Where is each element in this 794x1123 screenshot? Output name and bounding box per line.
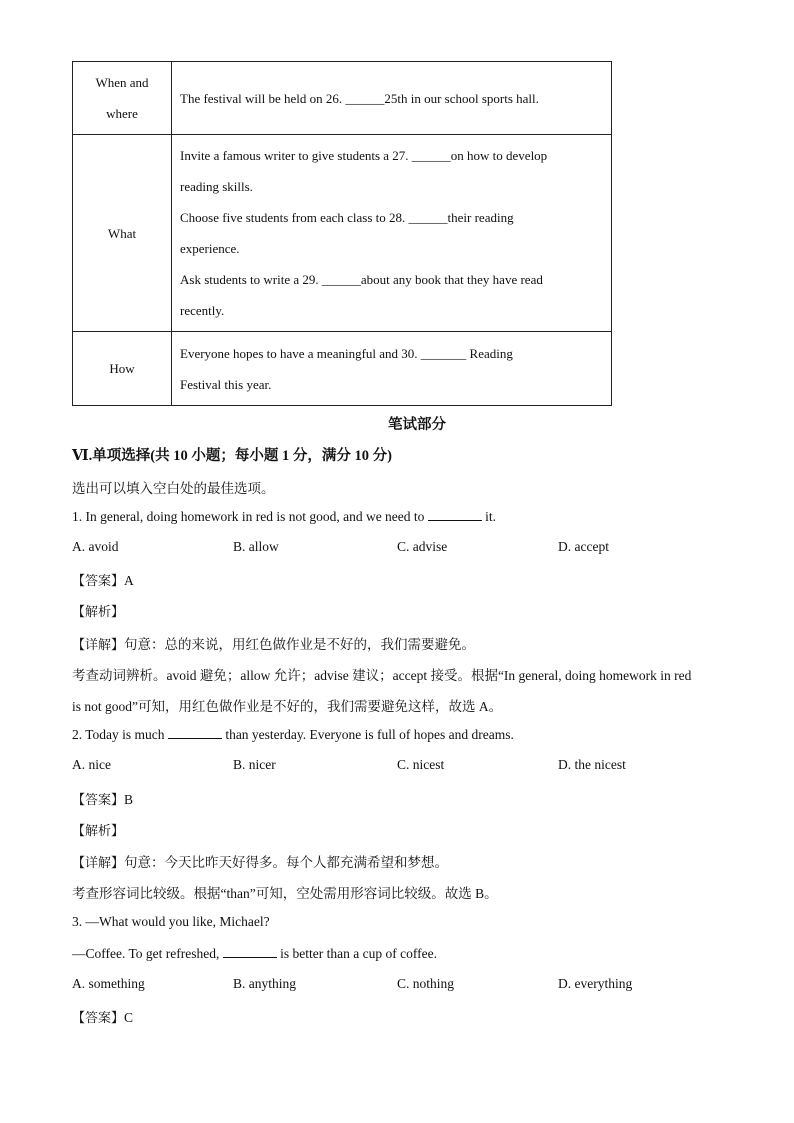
question-3-reply: —Coffee. To get refreshed, is better than a cup of coffee.	[72, 946, 437, 961]
row-label: When and where	[73, 62, 172, 135]
detail-line: 【详解】句意：总的来说，用红色做作业是不好的，我们需要避免。	[72, 637, 476, 653]
option-b: B. nicer	[233, 757, 276, 772]
option-c: C. nicest	[397, 757, 445, 772]
answer-line: 【答案】A	[72, 573, 134, 589]
row-content: Everyone hopes to have a meaningful and 30. _______ Reading Festival this year.	[172, 332, 612, 406]
answer-blank	[428, 508, 482, 521]
detail-line: 考查形容词比较级。根据“than”可知，空处需用形容词比较级。故选 B。	[72, 886, 498, 901]
section-heading: Ⅵ.单项选择(共 10 小题；每小题 1 分，满分 10 分)	[72, 448, 392, 464]
row-content: The festival will be held on 26. ______25th in our school sports hall.	[172, 62, 612, 135]
analysis-tag: 【解析】	[72, 824, 125, 839]
question-1-stem: 1. In general, doing homework in red is not good, and we need to it.	[72, 509, 497, 524]
question-2-stem: 2. Today is much than yesterday. Everyone is full of hopes and dreams.	[72, 727, 514, 742]
option-d: D. everything	[558, 976, 633, 991]
detail-line: is not good”可知，用红色做作业是不好的，我们需要避免这样，故选 A。	[72, 699, 503, 714]
option-d: D. accept	[558, 539, 609, 554]
written-part-title: 笔试部分	[388, 417, 446, 433]
option-d: D. the nicest	[558, 757, 626, 772]
detail-line: 【详解】句意：今天比昨天好得多。每个人都充满希望和梦想。	[72, 855, 449, 871]
row-label: How	[73, 332, 172, 406]
analysis-tag: 【解析】	[72, 605, 125, 620]
detail-line: 考查动词辨析。avoid 避免；allow 允许；advise 建议；accept 接受。根据“In general, doing homework in red	[72, 668, 692, 683]
instruction: 选出可以填入空白处的最佳选项。	[72, 481, 275, 496]
option-a: A. avoid	[72, 539, 119, 554]
question-3-stem: 3. —What would you like, Michael?	[72, 914, 270, 929]
option-c: C. nothing	[397, 976, 455, 991]
table-row	[73, 332, 612, 406]
answer-blank	[168, 726, 222, 739]
row-label: What	[73, 135, 172, 332]
answer-line: 【答案】B	[72, 792, 134, 808]
option-a: A. nice	[72, 757, 111, 772]
answer-blank	[223, 945, 277, 958]
answer-line: 【答案】C	[72, 1010, 134, 1026]
option-a: A. something	[72, 976, 145, 991]
table-row	[73, 62, 612, 135]
option-b: B. allow	[233, 539, 279, 554]
row-content: Invite a famous writer to give students a 27. ______on how to develop reading skills. Choose five students from each class to 28. ______their reading experience. Ask students to write a 29. ______about any book that they have read recently.	[172, 135, 612, 332]
option-b: B. anything	[233, 976, 296, 991]
option-c: C. advise	[397, 539, 448, 554]
festival-info-table	[72, 61, 612, 406]
table-row	[73, 135, 612, 332]
